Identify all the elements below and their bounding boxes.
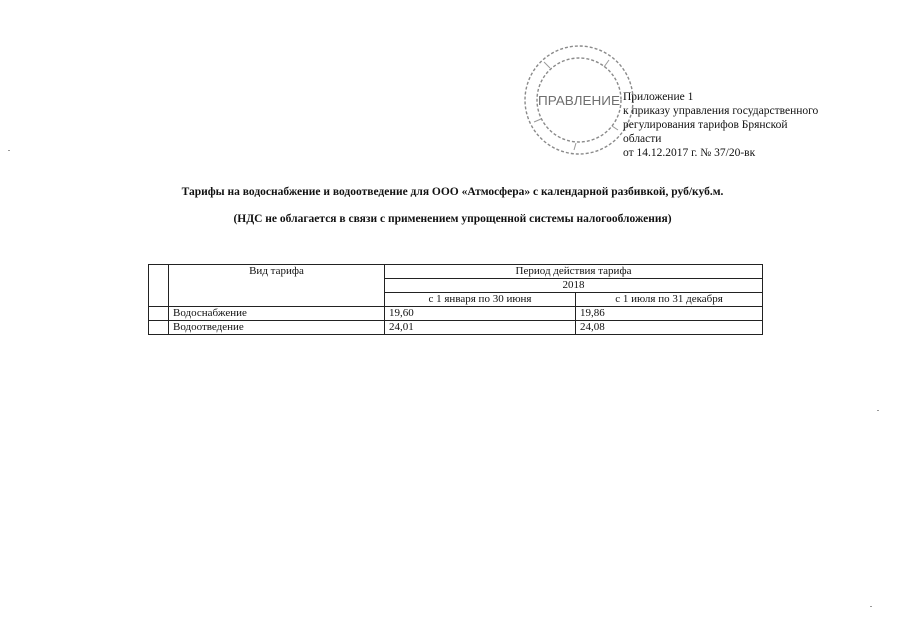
tariff-value-cell: 19,60 bbox=[385, 307, 576, 321]
table-row bbox=[149, 321, 763, 335]
column-header-type: Вид тарифа bbox=[169, 265, 385, 307]
tariff-name-cell: Водоотведение bbox=[169, 321, 385, 335]
period-cell: с 1 июля по 31 декабря bbox=[576, 293, 763, 307]
appendix-line: к приказу управления государственного bbox=[623, 105, 819, 117]
scan-speck bbox=[877, 410, 879, 411]
table-blank-cell bbox=[149, 321, 169, 335]
year-cell: 2018 bbox=[385, 279, 763, 293]
tariff-name-cell: Водоснабжение bbox=[169, 307, 385, 321]
table-header-row bbox=[149, 265, 763, 279]
document-subtitle: (НДС не облагается в связи с применением упрощенной системы налогообложения) bbox=[233, 213, 672, 225]
period-cell: с 1 января по 30 июня bbox=[385, 293, 576, 307]
appendix-line: регулирования тарифов Брянской bbox=[623, 119, 788, 131]
scan-speck bbox=[8, 150, 10, 151]
tariff-value-cell: 24,01 bbox=[385, 321, 576, 335]
tariff-table bbox=[148, 264, 763, 335]
table-row bbox=[149, 307, 763, 321]
table-blank-cell bbox=[149, 265, 169, 307]
appendix-line: Приложение 1 bbox=[623, 91, 694, 103]
scan-speck bbox=[870, 606, 872, 607]
stamp-text: ПРАВЛЕНИЕ bbox=[538, 93, 621, 108]
tariff-value-cell: 19,86 bbox=[576, 307, 763, 321]
appendix-line: области bbox=[623, 133, 662, 145]
column-header-period: Период действия тарифа bbox=[385, 265, 763, 279]
document-title: Тарифы на водоснабжение и водоотведение для ООО «Атмосфера» с календарной разбивкой, руб/куб.м. bbox=[181, 186, 724, 198]
table-blank-cell bbox=[149, 307, 169, 321]
tariff-value-cell: 24,08 bbox=[576, 321, 763, 335]
appendix-block bbox=[623, 90, 873, 160]
appendix-line: от 14.12.2017 г. № 37/20-вк bbox=[623, 147, 756, 159]
